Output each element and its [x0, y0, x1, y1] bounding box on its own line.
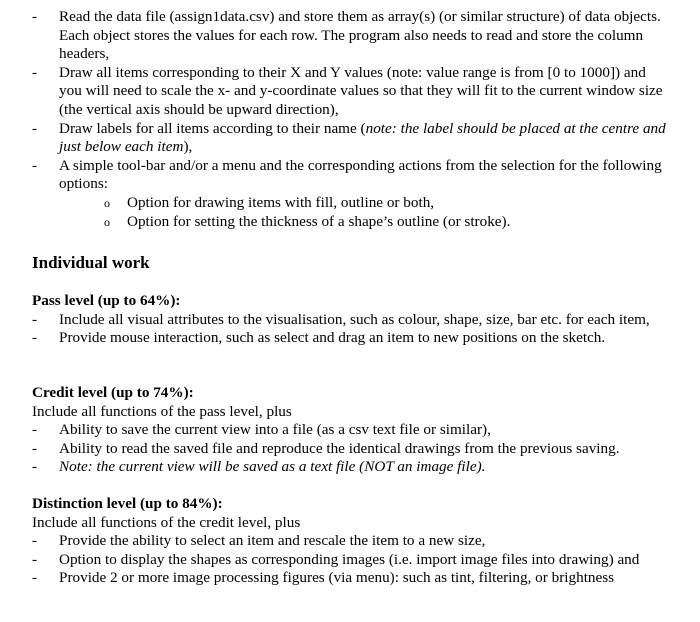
list-item	[0, 458, 700, 477]
list-item	[0, 532, 700, 551]
list-item-text: Provide the ability to select an item and rescale the item to a new size,	[59, 532, 486, 550]
italic-note: note: the label should be placed at the centre and just below each item	[59, 119, 666, 156]
bullet-dash: -	[32, 119, 38, 137]
section-heading-individual-work: Individual work	[32, 253, 150, 272]
pass-level-section	[0, 292, 700, 348]
list-item-text: Read the data file (assign1data.csv) and store them as array(s) (or similar structure) of data objects. Each object stores the values for each row. The program also needs to read and store the column headers,	[59, 8, 661, 63]
pass-level-heading: Pass level (up to 64%):	[32, 292, 181, 309]
bullet-circle: o	[104, 195, 110, 210]
list-item	[0, 551, 700, 570]
list-item	[0, 421, 700, 440]
credit-level-section	[0, 384, 700, 477]
bullet-dash: -	[32, 310, 38, 328]
bullet-dash: -	[32, 329, 38, 347]
distinction-level-intro: Include all functions of the credit level, plus	[32, 513, 301, 531]
list-item-text: Provide 2 or more image processing figures (via menu): such as tint, filtering, or brightness	[59, 569, 615, 587]
list-item-text-part: ),	[183, 138, 193, 156]
list-item	[0, 329, 700, 348]
bullet-dash: -	[32, 550, 38, 568]
credit-level-intro: Include all functions of the pass level, plus	[32, 402, 292, 420]
list-item-text: Ability to save the current view into a file (as a csv text file or similar),	[59, 421, 491, 439]
list-item-text: Provide mouse interaction, such as select and drag an item to new positions on the sketch.	[59, 329, 606, 347]
list-item-text: Draw all items corresponding to their X and Y values (note: value range is from [0 to 1000]) and you will need to scale the x- and y-coordinate values so that they will fit to the current window size (the vertical axis should be upward direction),	[59, 63, 663, 118]
list-item-text	[59, 120, 669, 157]
list-item-text: Include all visual attributes to the visualisation, such as colour, shape, size, bar etc. for each item,	[59, 310, 650, 328]
list-item	[0, 64, 700, 120]
sub-list-item	[0, 213, 700, 232]
list-item-text	[59, 458, 669, 477]
bullet-dash: -	[32, 63, 38, 81]
list-item	[0, 120, 700, 157]
intro-bullet-list	[0, 8, 700, 231]
italic-note: Note: the current view will be saved as a text file (NOT an image file).	[59, 458, 486, 476]
list-item	[0, 157, 700, 194]
distinction-level-section	[0, 495, 700, 588]
list-item-text-part: Draw labels for all items according to their name (	[59, 119, 366, 137]
bullet-dash: -	[32, 421, 38, 439]
distinction-level-heading: Distinction level (up to 84%):	[32, 495, 223, 512]
sub-list-item	[0, 194, 700, 213]
list-item-text: A simple tool-bar and/or a menu and the corresponding actions from the selection for the following options:	[59, 156, 662, 193]
list-item	[0, 311, 700, 330]
bullet-dash: -	[32, 156, 38, 174]
list-item	[0, 569, 700, 588]
sub-list-item-text: Option for setting the thickness of a shape’s outline (or stroke).	[127, 212, 511, 230]
bullet-dash: -	[32, 532, 38, 550]
bullet-dash: -	[32, 8, 38, 25]
sub-list-item-text: Option for drawing items with fill, outline or both,	[127, 193, 435, 211]
credit-level-heading: Credit level (up to 74%):	[32, 384, 194, 401]
list-item-text: Option to display the shapes as corresponding images (i.e. import image files into drawing) and	[59, 550, 640, 568]
bullet-dash: -	[32, 439, 38, 457]
list-item	[0, 440, 700, 459]
list-item	[0, 8, 700, 64]
bullet-circle: o	[104, 214, 110, 229]
bullet-dash: -	[32, 458, 38, 476]
bullet-dash: -	[32, 569, 38, 587]
list-item-text: Ability to read the saved file and reproduce the identical drawings from the previous saving.	[59, 439, 620, 457]
